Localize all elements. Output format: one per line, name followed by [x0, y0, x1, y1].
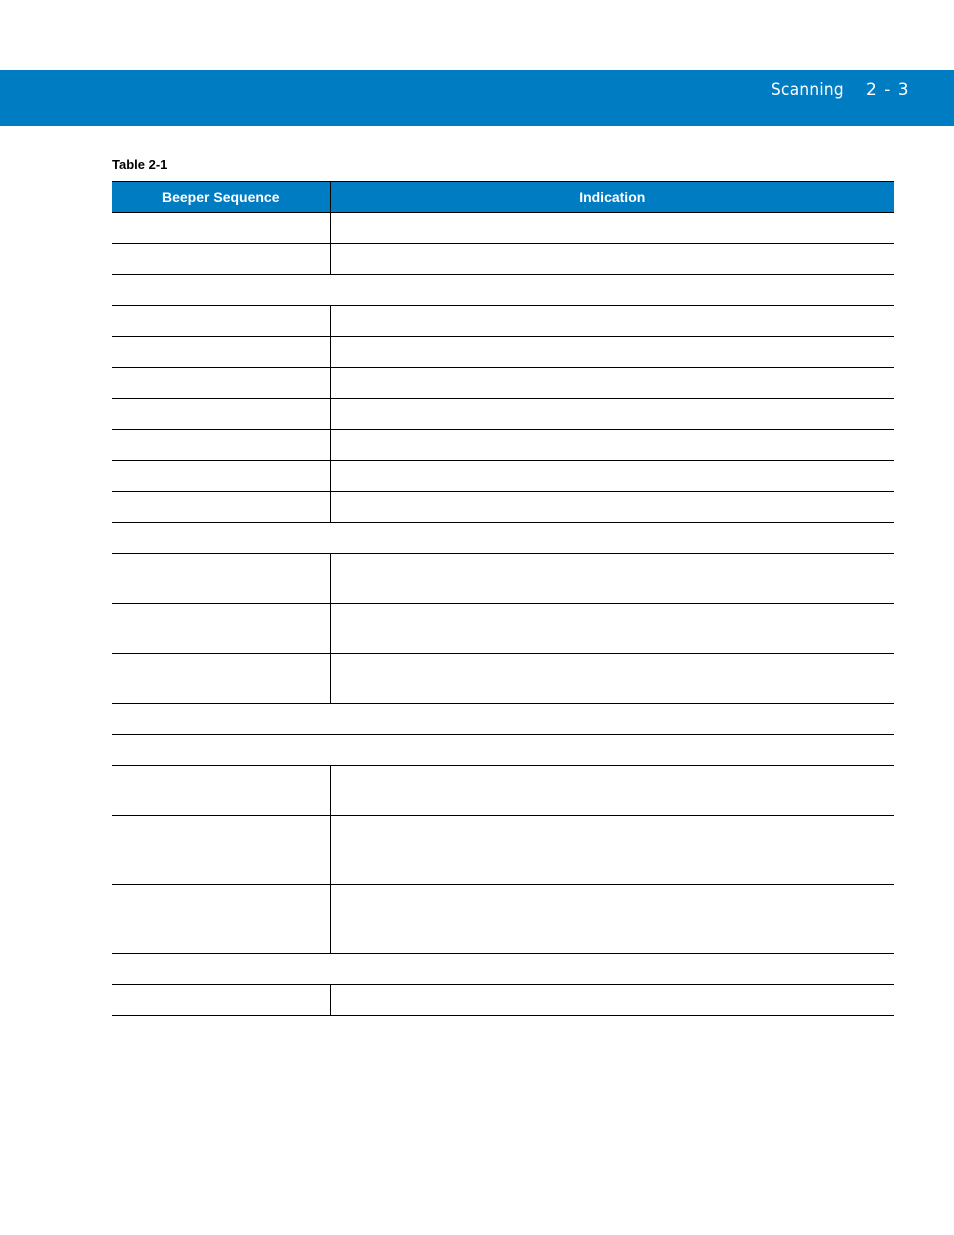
indication-cell — [330, 306, 894, 337]
column-header-indication: Indication — [330, 182, 894, 213]
running-header-section: Scanning — [771, 80, 844, 100]
beeper-sequence-cell — [112, 337, 330, 368]
indication-cell — [330, 654, 894, 704]
table-caption: Table 2-1 — [112, 157, 168, 172]
indication-cell — [330, 554, 894, 604]
beeper-sequence-cell — [112, 399, 330, 430]
indication-cell — [330, 244, 894, 275]
table-row — [112, 244, 894, 275]
indication-cell — [330, 399, 894, 430]
column-header-beeper-sequence: Beeper Sequence — [112, 182, 330, 213]
table-row — [112, 654, 894, 704]
page-number: 2 - 3 — [866, 80, 910, 100]
table-section-row — [112, 704, 894, 735]
table-row — [112, 766, 894, 816]
table-section-row — [112, 954, 894, 985]
table-row — [112, 554, 894, 604]
beeper-sequence-cell — [112, 885, 330, 954]
indication-cell — [330, 337, 894, 368]
beeper-table — [112, 181, 894, 1016]
table-row — [112, 399, 894, 430]
beeper-sequence-cell — [112, 816, 330, 885]
beeper-sequence-cell — [112, 985, 330, 1016]
table-row — [112, 337, 894, 368]
table-row — [112, 816, 894, 885]
table-section-row — [112, 735, 894, 766]
table-row — [112, 985, 894, 1016]
table-row — [112, 492, 894, 523]
section-cell — [112, 523, 894, 554]
table-row — [112, 306, 894, 337]
table-row — [112, 461, 894, 492]
table-row — [112, 430, 894, 461]
beeper-sequence-cell — [112, 654, 330, 704]
beeper-sequence-cell — [112, 213, 330, 244]
indication-cell — [330, 461, 894, 492]
section-cell — [112, 735, 894, 766]
beeper-sequence-cell — [112, 306, 330, 337]
table-row — [112, 604, 894, 654]
section-cell — [112, 954, 894, 985]
beeper-sequence-cell — [112, 766, 330, 816]
table-section-row — [112, 275, 894, 306]
indication-cell — [330, 766, 894, 816]
indication-cell — [330, 492, 894, 523]
indication-cell — [330, 816, 894, 885]
table-section-row — [112, 523, 894, 554]
indication-cell — [330, 430, 894, 461]
beeper-sequence-cell — [112, 461, 330, 492]
indication-cell — [330, 213, 894, 244]
beeper-sequence-cell — [112, 604, 330, 654]
indication-cell — [330, 368, 894, 399]
indication-cell — [330, 885, 894, 954]
table-header-row — [112, 182, 894, 213]
beeper-sequence-cell — [112, 492, 330, 523]
beeper-sequence-cell — [112, 554, 330, 604]
section-cell — [112, 704, 894, 735]
beeper-sequence-cell — [112, 368, 330, 399]
table-row — [112, 885, 894, 954]
indication-cell — [330, 985, 894, 1016]
table-row — [112, 368, 894, 399]
table-row — [112, 213, 894, 244]
section-cell — [112, 275, 894, 306]
beeper-sequence-cell — [112, 244, 330, 275]
beeper-sequence-cell — [112, 430, 330, 461]
indication-cell — [330, 604, 894, 654]
